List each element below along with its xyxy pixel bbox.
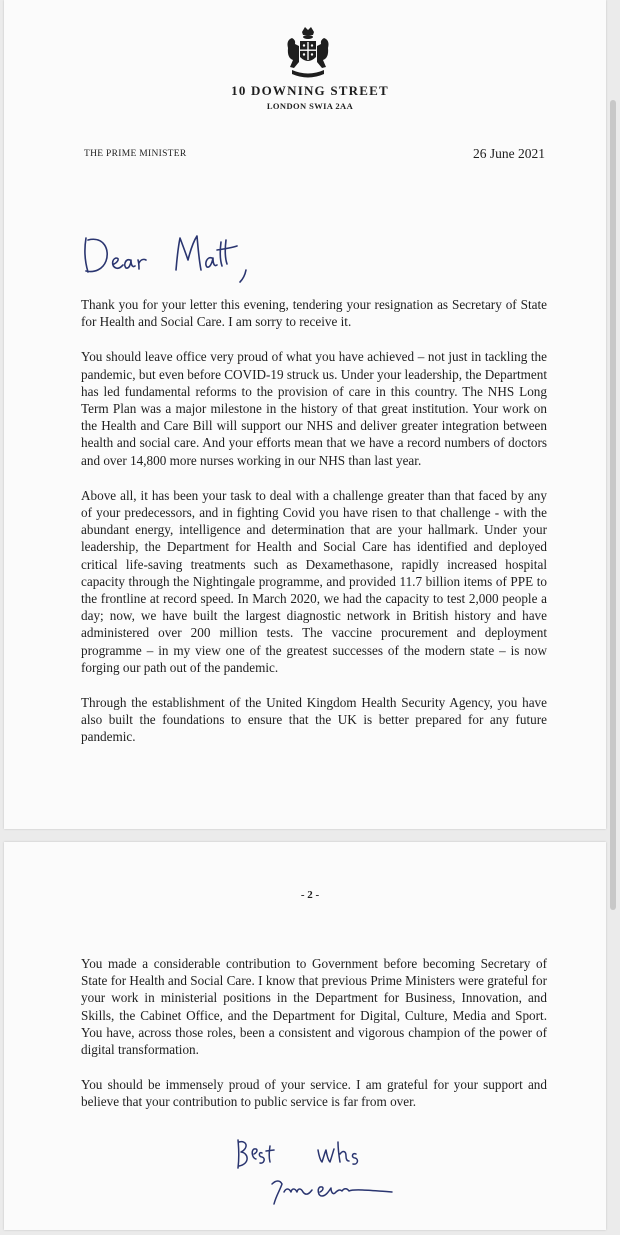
letter-body-page-1	[81, 296, 547, 764]
page-number: - 2 -	[300, 889, 320, 901]
paragraph: Above all, it has been your task to deal with a challenge greater than that faced by any of your predecessors, and in fighting Covid you have risen to that challenge - with the abundant energy, intelligence and determination that are your hallmark. Under your leadership, the Department for Health and Social Care has identified and deployed critical life-saving treatments such as Dexamethasone, rapidly increased hospital capacity through the Nightingale programme, and provided 11.7 billion items of PPE to the frontline at record speed. In March 2020, we had the capacity to test 2,000 people a day; now, we have built the largest diagnostic network in British history and have administered over 200 million tests. The vaccine procurement and deployment programme – in my view one of the greatest successes of the modern state – is now forging our path out of the pandemic.	[81, 487, 547, 675]
scrollbar[interactable]	[610, 100, 616, 910]
letter-date: 26 June 2021	[473, 146, 545, 161]
paragraph: You should leave office very proud of what you have achieved – not just in tackling the pandemic, but even before COVID-19 struck us. Under your leadership, the Department has led fundamental reforms to the provision of care in this country. The NHS Long Term Plan was a major milestone in the history of that great institution. Your work on the Health and Care Bill will support our NHS and deliver greater integration between health and social care. And your efforts mean that we have a record numbers of doctors and over 14,800 more nurses working in our NHS than last year.	[81, 349, 547, 468]
address-line-2: LONDON SWIA 2AA	[266, 101, 354, 111]
royal-crest-icon	[278, 24, 338, 84]
address-line-1: 10 DOWNING STREET	[231, 83, 389, 98]
paragraph: You made a considerable contribution to Government before becoming Secretary of State for Health and Social Care. I know that previous Prime Ministers were grateful for your work in ministerial positions in the Department for Business, Innovation, and Skills, the Cabinet Office, and the Department for Digital, Culture, Media and Sport. You have, across those roles, been a consistent and vigorous champion of the power of digital transformation.	[81, 956, 547, 1058]
paragraph: Thank you for your letter this evening, tendering your resignation as Secretary of State for Health and Social Care. I am sorry to receive it.	[81, 297, 547, 330]
sender-label: THE PRIME MINISTER	[84, 149, 187, 159]
handwritten-signoff	[232, 1134, 432, 1214]
paragraph: Through the establishment of the United Kingdom Health Security Agency, you have also built the foundations to ensure that the UK is better prepared for any future pandemic.	[81, 695, 547, 745]
handwritten-salutation	[80, 228, 270, 288]
letter-body-page-2	[81, 955, 547, 1129]
paragraph: You should be immensely proud of your service. I am grateful for your support and believe that your contribution to public service is far from over.	[81, 1077, 547, 1110]
